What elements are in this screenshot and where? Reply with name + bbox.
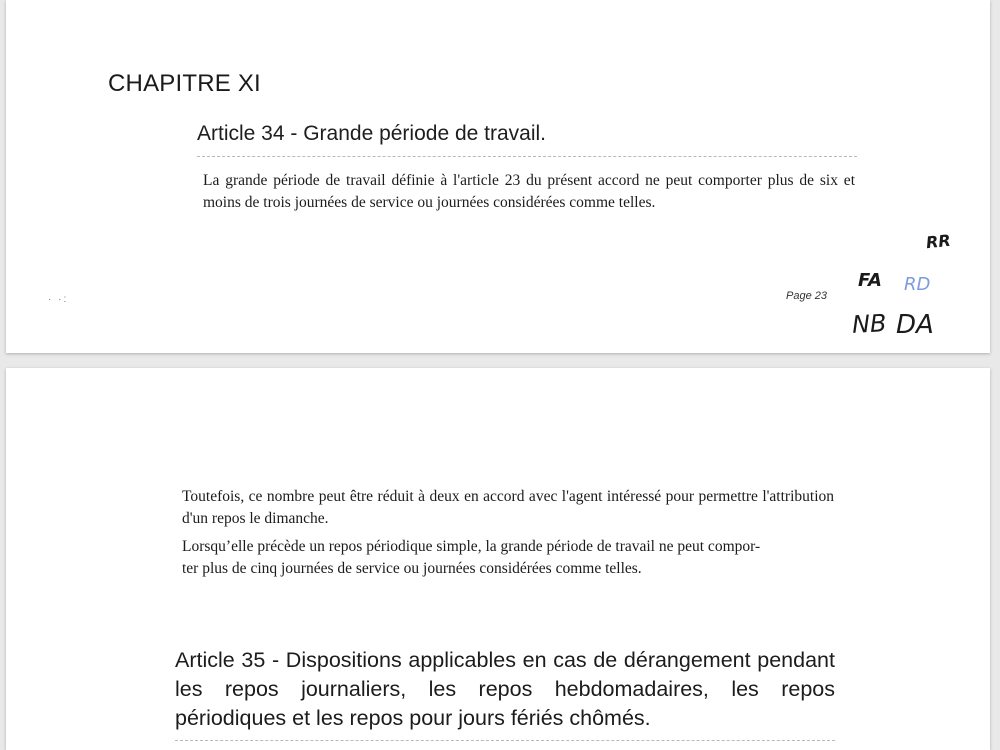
initials-nb: NB xyxy=(851,309,888,339)
page-number: Page 23 xyxy=(786,290,827,302)
paragraph-toutefois: Toutefois, ce nombre peut être réduit à deux en accord avec l'agent intéressé pour permettre l'attribution d'un repos le dimanche. xyxy=(182,488,834,527)
scan-speck: · ·: xyxy=(48,294,69,305)
initials-rd: RD xyxy=(904,274,931,295)
article-34-paragraph: La grande période de travail définie à l'article 23 du présent accord ne peut comporter plus de six et moins de trois journées de service ou journées considérées comme telles. xyxy=(203,172,855,211)
initials-rr: RR xyxy=(925,230,952,253)
title-underline xyxy=(197,156,857,157)
initials-fa: FA xyxy=(858,270,882,291)
initials-da: DA xyxy=(896,310,934,340)
paragraph-lorsquelle-line1: Lorsqu’elle précède un repos périodique simple, la grande période de travail ne peut compor- xyxy=(182,538,761,555)
article-35-title: Article 35 - Dispositions applicables en cas de dérangement pendant les repos journaliers, les repos hebdomadaires, les repos périodiques et les repos pour jours fériés chômés. xyxy=(175,648,835,730)
chapter-heading: CHAPITRE XI xyxy=(108,70,261,97)
article-34-title: Article 34 - Grande période de travail. xyxy=(197,122,547,145)
article-35-underline xyxy=(175,740,835,741)
paragraph-lorsquelle-line2: ter plus de cinq journées de service ou journées considérées comme telles. xyxy=(182,560,642,577)
